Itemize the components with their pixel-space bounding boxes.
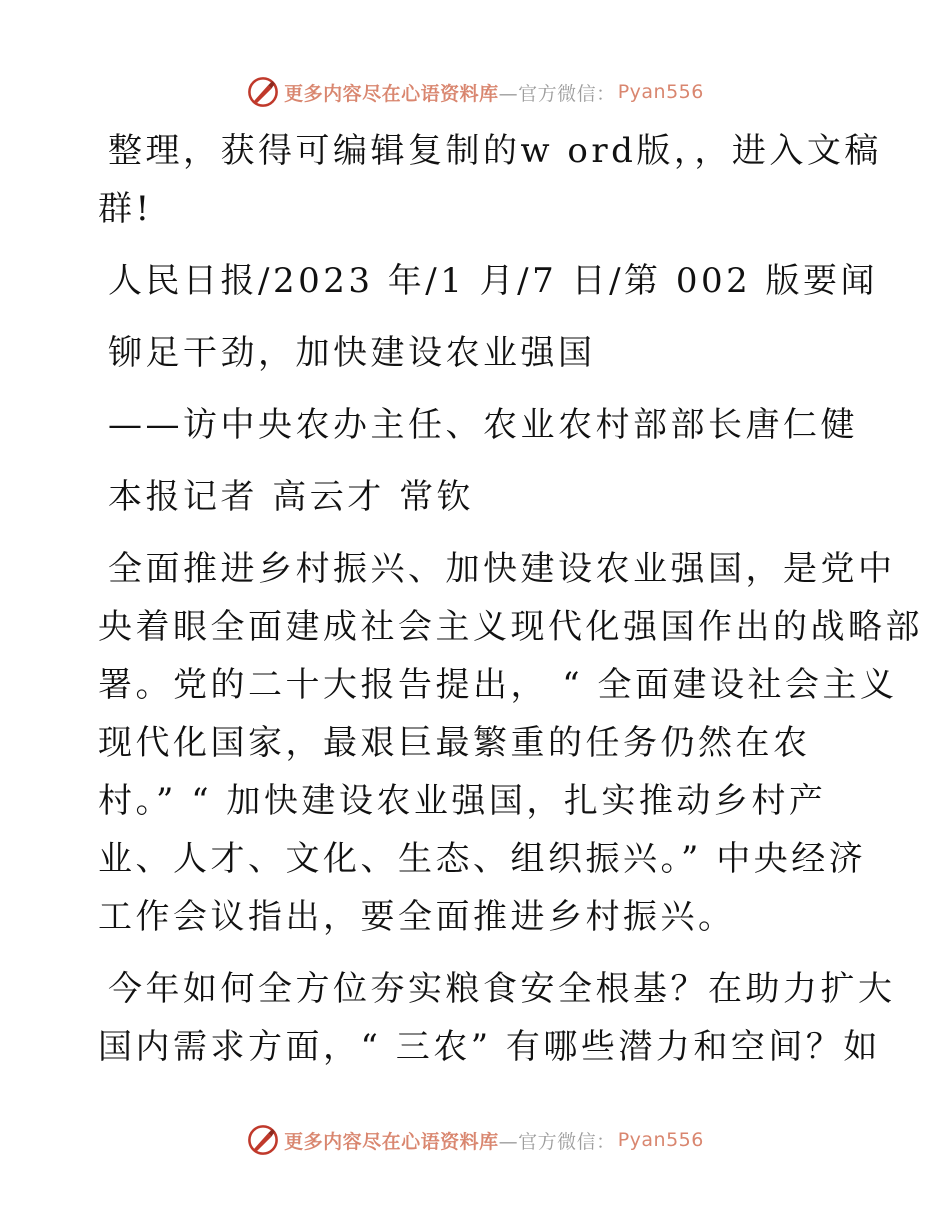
watermark-separator: —官方微信：	[498, 1130, 616, 1153]
document-body	[98, 122, 923, 1076]
body-line: 署。党的二十大报告提出， “ 全面建设社会主义	[98, 665, 898, 705]
article-dateline: 人民日报/2023 年/1 月/7 日/第 002 版要闻	[108, 261, 879, 301]
body-line: 央着眼全面建成社会主义现代化强国作出的战略部	[98, 607, 923, 647]
body-line: 村。” “ 加快建设农业强国，扎实推动乡村产	[98, 781, 827, 821]
article-title: 铆足干劲，加快建设农业强国	[108, 333, 596, 373]
body-line: 业、人才、文化、生态、组织振兴。” 中央经济	[98, 839, 867, 879]
body-line: 全面推进乡村振兴、加快建设农业强国，是党中	[108, 549, 896, 589]
watermark-text: 更多内容尽在心语资料库	[284, 1130, 499, 1153]
article-byline: 本报记者 高云才 常钦	[108, 477, 475, 517]
pen-logo-icon	[246, 1123, 280, 1157]
body-line: 国内需求方面，“ 三农” 有哪些潜力和空间？如	[98, 1027, 881, 1067]
watermark-wechat-id: Pyan556	[617, 1129, 704, 1151]
body-line: 整理，获得可编辑复制的w ord版，，进入文稿	[108, 131, 882, 171]
watermark-text: 更多内容尽在心语资料库	[284, 82, 499, 105]
watermark-wechat-id: Pyan556	[617, 81, 704, 103]
article-subtitle: ——访中央农办主任、农业农村部部长唐仁健	[108, 405, 858, 445]
body-line: 今年如何全方位夯实粮食安全根基？在助力扩大	[108, 969, 896, 1009]
body-line: 群!	[98, 189, 153, 229]
pen-logo-icon	[246, 75, 280, 109]
body-line: 工作会议指出，要全面推进乡村振兴。	[98, 897, 736, 937]
watermark-separator: —官方微信：	[498, 82, 616, 105]
watermark-header	[0, 72, 950, 112]
body-line: 现代化国家，最艰巨最繁重的任务仍然在农	[98, 723, 811, 763]
watermark-footer	[0, 1120, 950, 1160]
